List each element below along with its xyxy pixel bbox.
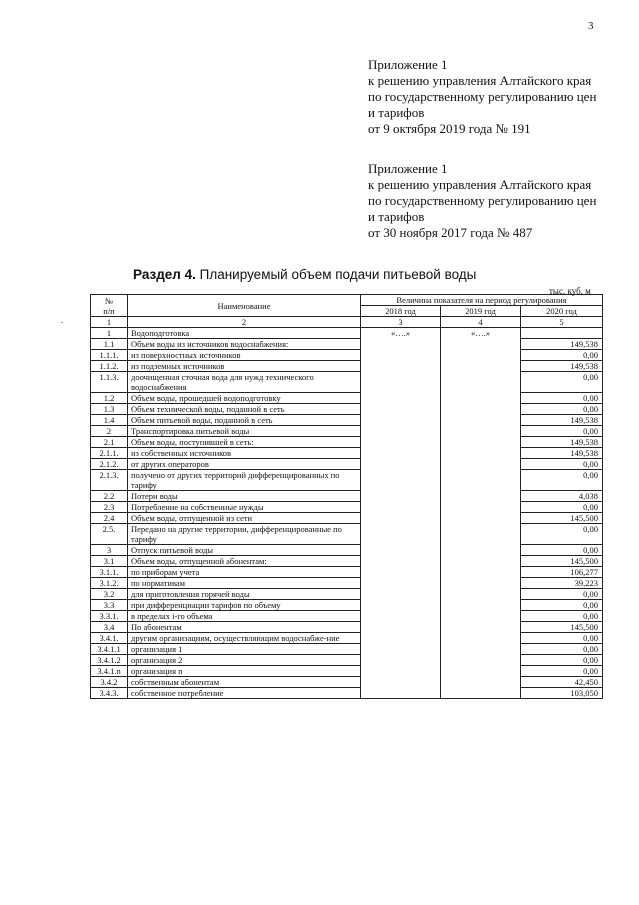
row-2020-cell: 103,050	[521, 688, 603, 699]
row-2020-cell: 149,538	[521, 448, 603, 459]
header-year-2018: 2018 год	[361, 306, 441, 317]
row-name-cell: Объем технической воды, поданной в сеть	[128, 404, 361, 415]
row-name-cell: организация n	[128, 666, 361, 677]
row-2020-cell: 0,00	[521, 600, 603, 611]
row-2018-cell	[361, 459, 441, 470]
row-2019-cell	[441, 491, 521, 502]
table-row	[91, 666, 603, 677]
row-2020-cell: 0,00	[521, 666, 603, 677]
row-2018-cell	[361, 339, 441, 350]
section-label: Раздел 4.	[133, 267, 196, 282]
row-2018-cell	[361, 361, 441, 372]
row-number-cell: 2.1.3.	[91, 470, 128, 491]
row-2018-cell	[361, 644, 441, 655]
row-2018-cell	[361, 677, 441, 688]
row-2020-cell: 0,00	[521, 426, 603, 437]
row-2018-cell	[361, 502, 441, 513]
row-2019-cell	[441, 339, 521, 350]
appendix-line: Приложение 1	[368, 161, 448, 176]
row-2019-cell	[441, 470, 521, 491]
row-2018-cell	[361, 589, 441, 600]
row-number-cell: 3.4	[91, 622, 128, 633]
appendix-line: и тарифов	[368, 209, 425, 224]
row-number-cell: 1.1.1.	[91, 350, 128, 361]
row-number-cell: 1.1.2.	[91, 361, 128, 372]
appendix-line: по государственному регулированию цен	[368, 193, 597, 208]
row-2019-cell	[441, 600, 521, 611]
row-2020-cell: 145,500	[521, 622, 603, 633]
row-2020-cell: 106,277	[521, 567, 603, 578]
row-name-cell: Объем воды, поступившей в сеть:	[128, 437, 361, 448]
row-name-cell: Водоподготовка	[128, 328, 361, 339]
table-row	[91, 545, 603, 556]
row-number-cell: 2.4	[91, 513, 128, 524]
row-2019-cell	[441, 524, 521, 545]
row-2018-cell	[361, 491, 441, 502]
table-row	[91, 437, 603, 448]
row-2020-cell: 0,00	[521, 633, 603, 644]
row-2019-cell	[441, 404, 521, 415]
row-2018-cell	[361, 404, 441, 415]
row-number-cell: 1.1.3.	[91, 372, 128, 393]
row-2020-cell: 149,538	[521, 361, 603, 372]
water-supply-table	[90, 294, 603, 699]
header-year-2020: 2020 год	[521, 306, 603, 317]
row-name-cell: Объем воды из источников водоснабжения:	[128, 339, 361, 350]
table-row	[91, 502, 603, 513]
row-2018-cell	[361, 448, 441, 459]
row-2020-cell: 0,00	[521, 655, 603, 666]
row-name-cell: другим организациям, осуществляющим водоснабже-ние	[128, 633, 361, 644]
row-number-cell: 3.1.2.	[91, 578, 128, 589]
row-2019-cell	[441, 545, 521, 556]
row-number-cell: 3.4.3.	[91, 688, 128, 699]
row-name-cell: получено от других территорий дифференцированных по тарифу	[128, 470, 361, 491]
row-name-cell: Объем воды, отпущенной абонентам:	[128, 556, 361, 567]
appendix-line: от 30 ноября 2017 года № 487	[368, 225, 533, 240]
row-number-cell: 1.4	[91, 415, 128, 426]
row-2018-cell	[361, 556, 441, 567]
row-number-cell: 1	[91, 328, 128, 339]
row-number-cell: 2.3	[91, 502, 128, 513]
row-name-cell: при дифференциации тарифов по объему	[128, 600, 361, 611]
appendix-line: от 9 октября 2019 года № 191	[368, 121, 531, 136]
row-number-cell: 2.1.2.	[91, 459, 128, 470]
row-name-cell: доочищенная сточная вода для нужд технического водоснабжения	[128, 372, 361, 393]
row-2019-cell	[441, 502, 521, 513]
row-name-cell: Объем воды, прошедшей водоподготовку	[128, 393, 361, 404]
row-2019-cell	[441, 513, 521, 524]
row-2018-cell	[361, 415, 441, 426]
header-year-2019: 2019 год	[441, 306, 521, 317]
row-name-cell: для приготовления горячей воды	[128, 589, 361, 600]
row-name-cell: из собственных источников	[128, 448, 361, 459]
row-2019-cell	[441, 677, 521, 688]
row-2019-cell: «….»	[441, 328, 521, 339]
row-2019-cell	[441, 426, 521, 437]
appendix-line: и тарифов	[368, 105, 425, 120]
table-row	[91, 328, 603, 339]
table-row	[91, 393, 603, 404]
row-2019-cell	[441, 589, 521, 600]
row-2018-cell	[361, 600, 441, 611]
appendix-line: Приложение 1	[368, 57, 448, 72]
row-name-cell: Отпуск питьевой воды	[128, 545, 361, 556]
row-number-cell: 3.4.1.	[91, 633, 128, 644]
table-row	[91, 404, 603, 415]
row-2020-cell: 0,00	[521, 470, 603, 491]
row-2019-cell	[441, 556, 521, 567]
row-2018-cell: «….»	[361, 328, 441, 339]
row-2018-cell	[361, 611, 441, 622]
row-2019-cell	[441, 578, 521, 589]
table-row	[91, 491, 603, 502]
row-number-cell: 2.2	[91, 491, 128, 502]
row-name-cell: Объем воды, отпущенной из сети	[128, 513, 361, 524]
row-2019-cell	[441, 644, 521, 655]
row-2018-cell	[361, 426, 441, 437]
row-2018-cell	[361, 633, 441, 644]
row-2018-cell	[361, 350, 441, 361]
row-2019-cell	[441, 633, 521, 644]
table-row	[91, 633, 603, 644]
row-number-cell: 3.4.2	[91, 677, 128, 688]
row-number-cell: 3.1	[91, 556, 128, 567]
table-row	[91, 459, 603, 470]
margin-mark	[61, 322, 63, 323]
row-2018-cell	[361, 545, 441, 556]
row-2019-cell	[441, 622, 521, 633]
row-name-cell: по нормативам	[128, 578, 361, 589]
table-row	[91, 644, 603, 655]
table-row	[91, 589, 603, 600]
table-row	[91, 556, 603, 567]
row-2020-cell: 0,00	[521, 404, 603, 415]
table-row	[91, 470, 603, 491]
row-number-cell: 3.3.1.	[91, 611, 128, 622]
row-2020-cell: 0,00	[521, 502, 603, 513]
table-row	[91, 448, 603, 459]
table-row	[91, 611, 603, 622]
row-2019-cell	[441, 655, 521, 666]
row-number-cell: 2.1.1.	[91, 448, 128, 459]
header-num: № п/п	[91, 295, 128, 317]
row-2018-cell	[361, 524, 441, 545]
row-2019-cell	[441, 372, 521, 393]
appendix-line: по государственному регулированию цен	[368, 89, 597, 104]
row-2020-cell: 0,00	[521, 459, 603, 470]
table-row	[91, 426, 603, 437]
index-cell: 4	[441, 317, 521, 328]
table-row	[91, 600, 603, 611]
row-2020-cell: 0,00	[521, 644, 603, 655]
row-2020-cell: 39,223	[521, 578, 603, 589]
row-2020-cell: 0,00	[521, 589, 603, 600]
row-2020-cell: 0,00	[521, 393, 603, 404]
row-2019-cell	[441, 611, 521, 622]
table-row	[91, 372, 603, 393]
table-row	[91, 339, 603, 350]
row-number-cell: 2.5.	[91, 524, 128, 545]
row-2018-cell	[361, 393, 441, 404]
row-2018-cell	[361, 622, 441, 633]
row-2018-cell	[361, 372, 441, 393]
row-name-cell: в пределах i-го объема	[128, 611, 361, 622]
row-2020-cell: 0,00	[521, 524, 603, 545]
row-number-cell: 1.3	[91, 404, 128, 415]
table-row	[91, 655, 603, 666]
row-number-cell: 1.2	[91, 393, 128, 404]
appendix-block-1	[368, 57, 596, 137]
row-2018-cell	[361, 578, 441, 589]
row-name-cell: Потребление на собственные нужды	[128, 502, 361, 513]
page-number: 3	[588, 20, 594, 32]
row-name-cell: от других операторов	[128, 459, 361, 470]
row-2019-cell	[441, 459, 521, 470]
table-row	[91, 688, 603, 699]
header-period: Величина показателя на период регулирования	[361, 295, 603, 306]
row-2020-cell: 4,038	[521, 491, 603, 502]
index-cell: 1	[91, 317, 128, 328]
table-row	[91, 677, 603, 688]
row-2020-cell: 0,00	[521, 350, 603, 361]
row-2019-cell	[441, 350, 521, 361]
row-name-cell: собственным абонентам	[128, 677, 361, 688]
row-number-cell: 3	[91, 545, 128, 556]
row-2019-cell	[441, 415, 521, 426]
row-name-cell: собственное потребление	[128, 688, 361, 699]
row-number-cell: 3.4.1.2	[91, 655, 128, 666]
row-2018-cell	[361, 437, 441, 448]
appendix-line: к решению управления Алтайского края	[368, 177, 592, 192]
row-2020-cell: 0,00	[521, 545, 603, 556]
row-2020-cell: 149,538	[521, 339, 603, 350]
row-2019-cell	[441, 361, 521, 372]
index-cell: 5	[521, 317, 603, 328]
row-2020-cell: 0,00	[521, 372, 603, 393]
row-2020-cell: 149,538	[521, 437, 603, 448]
appendix-line: к решению управления Алтайского края	[368, 73, 592, 88]
row-number-cell: 3.4.1.1	[91, 644, 128, 655]
row-number-cell: 2	[91, 426, 128, 437]
row-2018-cell	[361, 666, 441, 677]
table-row	[91, 567, 603, 578]
row-2019-cell	[441, 437, 521, 448]
row-name-cell: организация 2	[128, 655, 361, 666]
index-cell: 2	[128, 317, 361, 328]
row-2020-cell: 149,538	[521, 415, 603, 426]
row-name-cell: Передано на другие территории, дифференцированные по тарифу	[128, 524, 361, 545]
row-2020-cell: 0,00	[521, 611, 603, 622]
table-row	[91, 415, 603, 426]
section-title	[133, 267, 476, 282]
row-number-cell: 3.4.1.n	[91, 666, 128, 677]
row-number-cell: 3.3	[91, 600, 128, 611]
row-name-cell: Транспортировка питьевой воды	[128, 426, 361, 437]
index-cell: 3	[361, 317, 441, 328]
row-name-cell: организация 1	[128, 644, 361, 655]
row-2020-cell: 42,450	[521, 677, 603, 688]
row-2019-cell	[441, 393, 521, 404]
table-row	[91, 350, 603, 361]
row-name-cell: из подземных источников	[128, 361, 361, 372]
table-row	[91, 524, 603, 545]
row-2019-cell	[441, 688, 521, 699]
row-2019-cell	[441, 666, 521, 677]
row-2018-cell	[361, 567, 441, 578]
table-row	[91, 578, 603, 589]
row-2018-cell	[361, 688, 441, 699]
row-name-cell: По абонентам	[128, 622, 361, 633]
unit-label: тыс. куб. м	[549, 286, 591, 296]
row-name-cell: из поверхностных источников	[128, 350, 361, 361]
row-2018-cell	[361, 655, 441, 666]
row-name-cell: по приборам учета	[128, 567, 361, 578]
appendix-block-2	[368, 161, 596, 241]
section-heading: Планируемый объем подачи питьевой воды	[199, 267, 477, 282]
table-row	[91, 361, 603, 372]
row-2019-cell	[441, 448, 521, 459]
row-2018-cell	[361, 513, 441, 524]
row-name-cell: Потери воды	[128, 491, 361, 502]
row-2020-cell	[521, 328, 603, 339]
table-row	[91, 622, 603, 633]
header-name: Наименование	[128, 295, 361, 317]
row-number-cell: 3.1.1.	[91, 567, 128, 578]
row-name-cell: Объем питьевой воды, поданной в сеть	[128, 415, 361, 426]
row-number-cell: 1.1	[91, 339, 128, 350]
row-2019-cell	[441, 567, 521, 578]
table-body	[91, 328, 603, 699]
row-number-cell: 2.1	[91, 437, 128, 448]
row-2018-cell	[361, 470, 441, 491]
table-row	[91, 513, 603, 524]
row-number-cell: 3.2	[91, 589, 128, 600]
row-2020-cell: 145,500	[521, 556, 603, 567]
row-2020-cell: 145,500	[521, 513, 603, 524]
